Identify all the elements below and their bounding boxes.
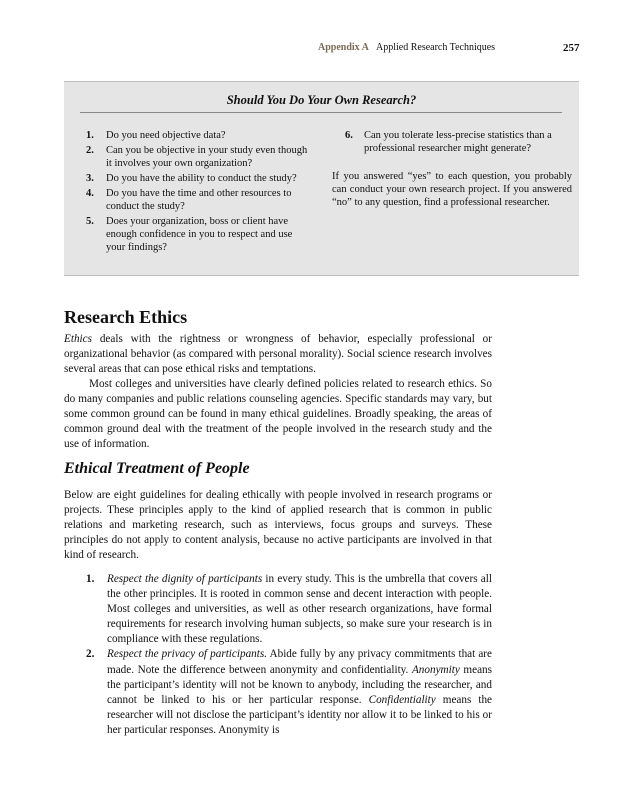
- guideline-title: Respect the privacy of participants.: [107, 648, 268, 661]
- question-number: 4.: [86, 188, 94, 199]
- question-list-left: [86, 129, 310, 256]
- section-heading: Research Ethics: [64, 307, 188, 327]
- question-list-right: [332, 129, 572, 209]
- question-text: Can you be objective in your study even though it involves your own organization?: [106, 145, 308, 169]
- guidelines-list: [64, 572, 492, 738]
- guideline-item: [64, 647, 492, 738]
- subsection-heading: Ethical Treatment of People: [64, 460, 250, 477]
- paragraph-text: deals with the rightness or wrongness of behavior, especially professional or organizational behavior (as compared with personal morality). Social science research involves several areas that can pose ethical risks and temptations.: [64, 333, 492, 376]
- guideline-text: means the researcher will not disclose the participant’s identity nor allow it to be linked to his or her particular responses. Anonymity is: [107, 693, 493, 736]
- page-number: 257: [563, 42, 580, 54]
- sidebar-box-title: Should You Do Your Own Research?: [226, 93, 417, 107]
- term-ethics: Ethics: [64, 333, 92, 345]
- sidebar-box-note: If you answered “yes” to each question, you probably can conduct your own research project. If you answered “no” to any question, find a professional researcher.: [332, 171, 572, 208]
- term-anonymity: Anonymity: [411, 663, 460, 676]
- question-number: 3.: [86, 173, 94, 184]
- question-text: Does your organization, boss or client have enough confidence in you to respect and use your findings?: [106, 216, 293, 253]
- question-item: [86, 144, 310, 170]
- running-head-title: Applied Research Techniques: [376, 42, 496, 53]
- guideline-text: Abide fully by any privacy commitments that are made. Note the difference between anonymity and confidentiality.: [107, 648, 493, 676]
- question-item: [332, 129, 572, 155]
- question-item: [86, 172, 310, 185]
- sidebar-box-rule: [80, 112, 562, 113]
- question-number: 5.: [86, 216, 94, 227]
- running-head: [0, 42, 643, 56]
- guideline-title: Respect the dignity of participants: [107, 573, 263, 585]
- guideline-text: means the participant’s identity will not be known to anybody, including the researcher, and cannot be linked to his or her particular response.: [107, 663, 492, 706]
- running-head-label: Appendix A: [318, 42, 369, 53]
- question-number: 1.: [86, 130, 94, 141]
- paragraph-guidelines-intro: Below are eight guidelines for dealing ethically with people involved in research programs or projects. These principles apply to the kind of applied research that is common in public relations and marketing research, such as interviews, focus groups and surveys. These principles do not apply to content analysis, because no active participants are involved in that kind of research.: [64, 489, 492, 562]
- guideline-number: 1.: [86, 573, 95, 585]
- sidebar-box: [64, 81, 579, 276]
- guideline-item: [64, 572, 492, 647]
- paragraph-ethics-definition: [64, 332, 492, 377]
- guideline-text: in every study. This is the umbrella that covers all the other principles. It is rooted in common sense and decent interaction with people. Most colleges and universities, as well as other research organizations, have formal requirements for research involving human subjects, so make sure your research is in compliance with these regulations.: [107, 573, 492, 646]
- question-text: Do you need objective data?: [106, 130, 226, 141]
- question-item: [86, 187, 310, 213]
- question-number: 2.: [86, 145, 94, 156]
- term-confidentiality: Confidentiality: [368, 693, 436, 706]
- question-text: Do you have the time and other resources to conduct the study?: [106, 188, 292, 212]
- question-number: 6.: [345, 130, 353, 141]
- question-text: Do you have the ability to conduct the study?: [106, 173, 297, 184]
- question-item: [86, 215, 310, 254]
- paragraph-ethics-policies: Most colleges and universities have clearly defined policies related to research ethics. So do many companies and public relations counseling agencies. Specific standards may vary, but some common ground can be found in many ethical guidelines. Broadly speaking, the areas of common ground deal with the treatment of the people involved in the research study and the use of information.: [64, 378, 492, 451]
- question-item: [86, 129, 310, 142]
- guideline-number: 2.: [86, 648, 95, 661]
- question-text: Can you tolerate less-precise statistics than a professional researcher might generate?: [364, 130, 552, 154]
